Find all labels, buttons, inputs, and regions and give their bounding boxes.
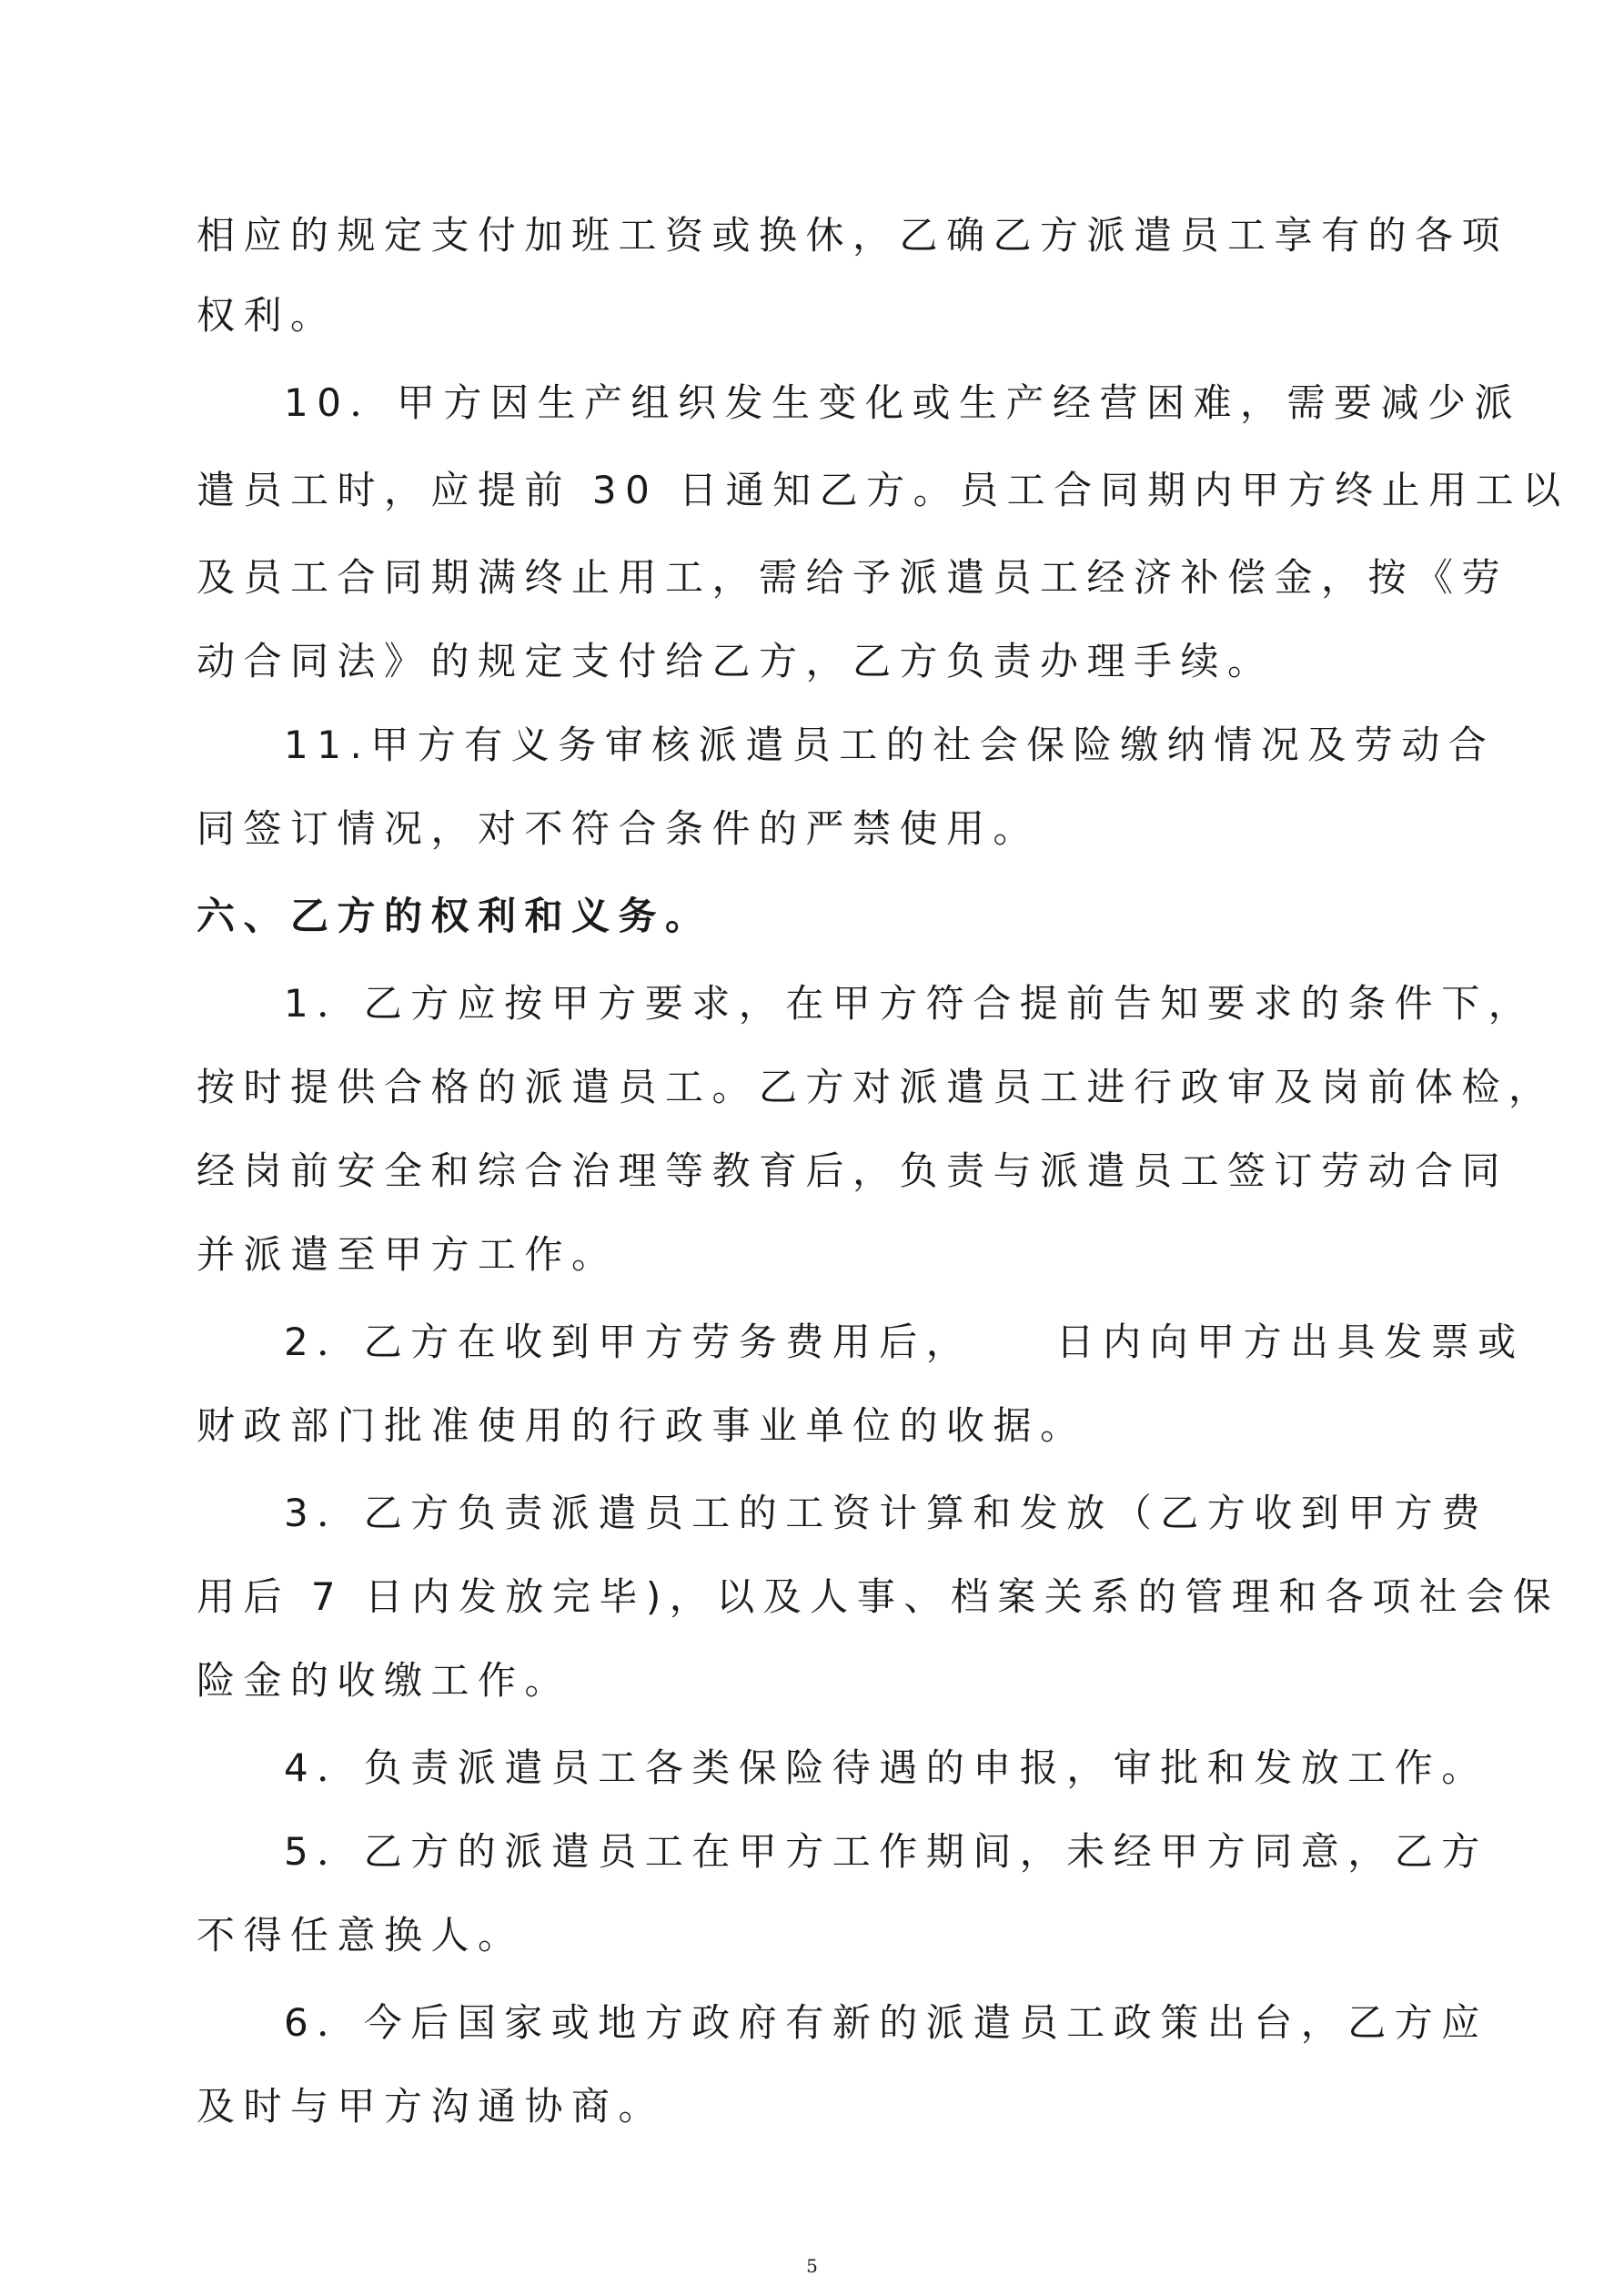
text-line-18: 险金的收缴工作。 [197,1658,572,1703]
page-number: 5 [806,2255,818,2277]
text-line-5: 及员工合同期满终止用工，需给予派遣员工经济补偿金，按《劳 [197,555,1509,600]
text-line-3: 10．甲方因生产组织发生变化或生产经营困难，需要减少派 [284,380,1521,425]
text-line-23: 及时与甲方沟通协商。 [197,2084,666,2129]
section-heading: 六、乙方的权利和义务。 [197,894,712,938]
text-line-19: 4．负责派遣员工各类保险待遇的申报，审批和发放工作。 [284,1745,1488,1790]
text-line-7: 11.甲方有义务审核派遣员工的社会保险缴纳情况及劳动合 [284,723,1496,767]
text-line-12: 经岗前安全和综合治理等教育后，负责与派遣员工签订劳动合同 [197,1148,1509,1193]
text-line-13: 并派遣至甲方工作。 [197,1232,619,1277]
text-line-21: 不得任意换人。 [197,1913,525,1957]
text-line-17: 用后 7 日内发放完毕)，以及人事、档案关系的管理和各项社会保 [197,1574,1560,1619]
text-line-16: 3．乙方负责派遣员工的工资计算和发放（乙方收到甲方费 [284,1491,1488,1535]
text-line-15: 财政部门批准使用的行政事业单位的收据。 [197,1403,1087,1448]
text-line-1: 相应的规定支付加班工资或换休，乙确乙方派遣员工享有的各项 [197,213,1509,258]
text-line-2: 权利。 [197,293,338,338]
text-line-20: 5．乙方的派遣员工在甲方工作期间，未经甲方同意，乙方 [284,1829,1488,1874]
text-line-10: 1．乙方应按甲方要求，在甲方符合提前告知要求的条件下， [284,981,1536,1026]
text-line-22: 6．今后国家或地方政府有新的派遣员工政策出台，乙方应 [284,2000,1488,2045]
text-line-14: 2．乙方在收到甲方劳务费用后， 日内向甲方出具发票或 [284,1320,1525,1364]
text-line-8: 同签订情况，对不符合条件的严禁使用。 [197,806,1041,851]
text-line-4: 遣员工时，应提前 30 日通知乙方。员工合同期内甲方终止用工以 [197,468,1569,512]
text-line-6: 动合同法》的规定支付给乙方，乙方负责办理手续。 [197,639,1275,683]
text-line-11: 按时提供合格的派遣员工。乙方对派遣员工进行政审及岗前体检， [197,1065,1556,1109]
